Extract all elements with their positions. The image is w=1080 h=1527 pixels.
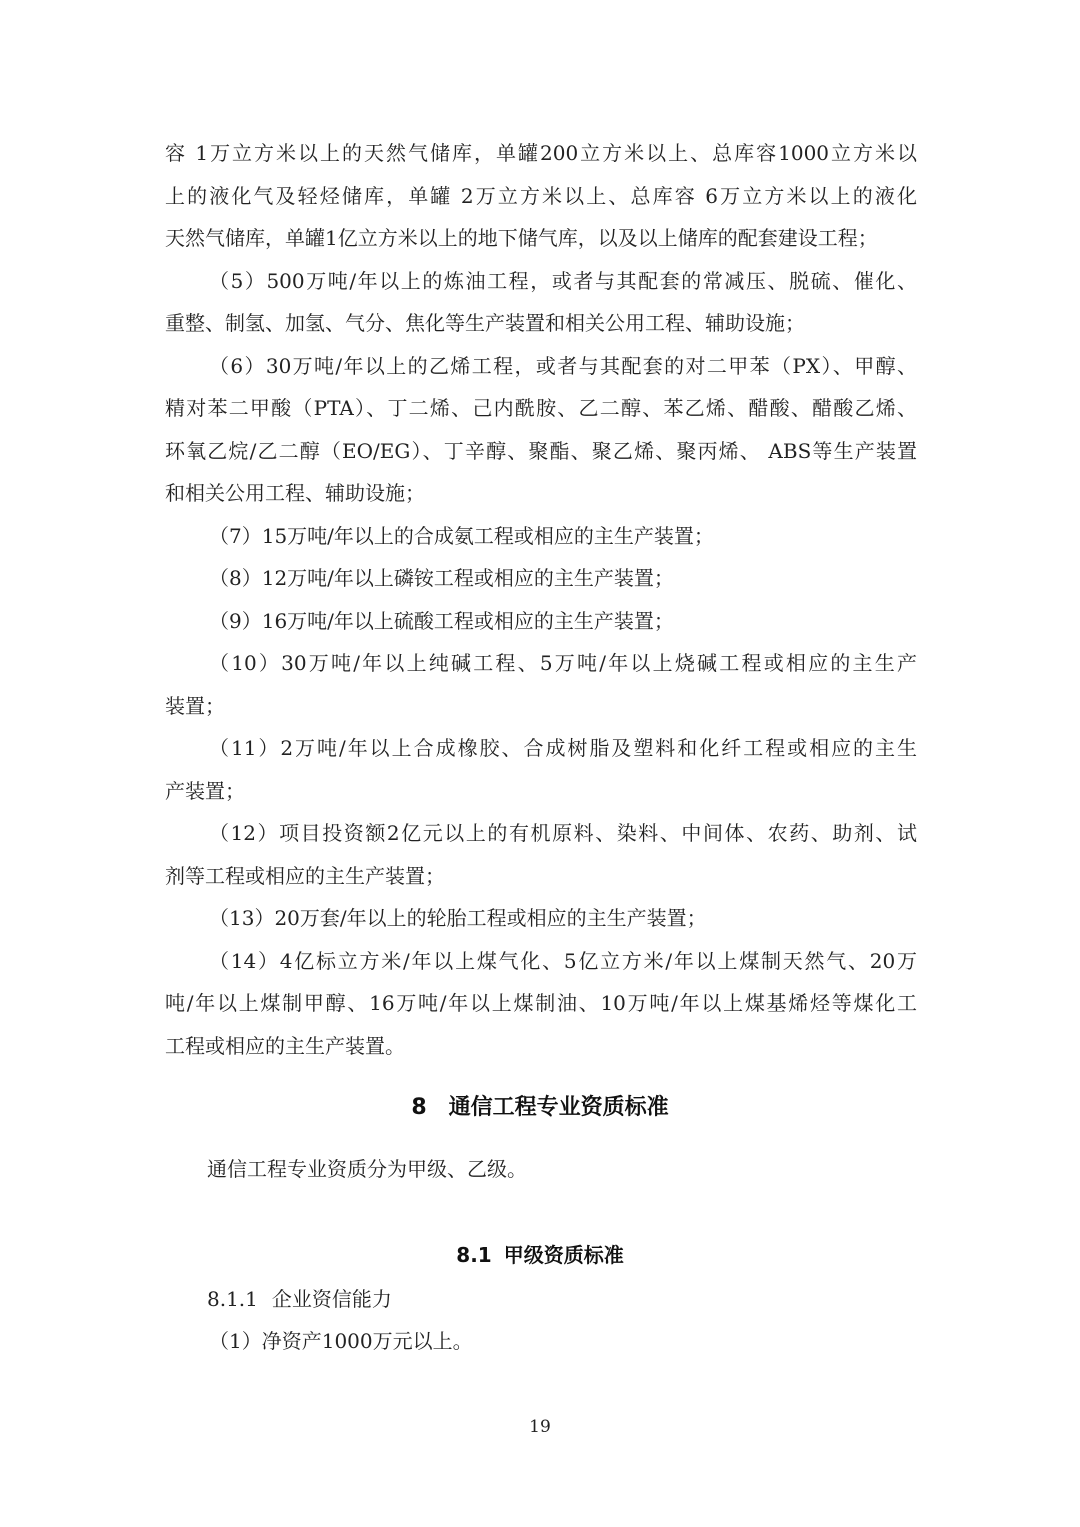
text-line: 产装置；: [165, 778, 245, 803]
clause-heading: [207, 1284, 392, 1314]
paragraph-continuation: [165, 132, 917, 260]
text-line: 环氧乙烷/乙二醇（EO/EG）、丁辛醇、聚酯、聚乙烯、聚丙烯、 ABS等生产装置: [165, 438, 917, 463]
list-item: [165, 940, 917, 1068]
list-item: [165, 345, 917, 515]
text-line: （10）30万吨/年以上纯碱工程、5万吨/年以上烧碱工程或相应的主生产: [209, 651, 917, 675]
text-line: 重整、制氢、加氢、气分、焦化等生产装置和相关公用工程、辅助设施；: [165, 311, 805, 335]
text-line: （9）16万吨/年以上硫酸工程或相应的主生产装置；: [209, 608, 674, 633]
text-line: （7）15万吨/年以上的合成氨工程或相应的主生产装置；: [209, 523, 714, 548]
section-number: 8: [411, 1095, 427, 1120]
subsection-title: 甲级资质标准: [503, 1243, 624, 1267]
section-intro: 通信工程专业资质分为甲级、乙级。: [207, 1157, 527, 1181]
text-line: （13）20万套/年以上的轮胎工程或相应的主生产装置；: [209, 906, 707, 930]
text-line: （6）30万吨/年以上的乙烯工程，或者与其配套的对二甲苯（PX）、甲醇、: [209, 353, 917, 378]
text-line: （5）500万吨/年以上的炼油工程，或者与其配套的常减压、脱硫、催化、: [209, 268, 917, 293]
text-line: 和相关公用工程、辅助设施；: [165, 481, 425, 505]
text-line: 吨/年以上煤制甲醇、16万吨/年以上煤制油、10万吨/年以上煤基烯烃等煤化工: [165, 991, 917, 1015]
list-item: [165, 260, 917, 345]
text-line: 天然气储库，单罐1亿立方米以上的地下储气库，以及以上储库的配套建设工程；: [165, 226, 878, 250]
list-item: [165, 557, 917, 600]
text-line: 工程或相应的主生产装置。: [165, 1033, 405, 1058]
subsection-number: 8.1: [456, 1243, 492, 1267]
text-line: （12）项目投资额2亿元以上的有机原料、染料、中间体、农药、助剂、试: [209, 821, 917, 845]
body-text: [165, 132, 917, 1067]
page-number: 19: [529, 1417, 551, 1437]
section-heading: [0, 1092, 1080, 1124]
list-item: [165, 600, 917, 643]
text-line: 剂等工程或相应的主生产装置；: [165, 863, 445, 888]
text-line: 上的液化气及轻烃储库，单罐 2万立方米以上、总库容 6万立方米以上的液化: [165, 183, 917, 208]
list-item: [165, 642, 917, 727]
clause-item: （1）净资产1000万元以上。: [209, 1329, 473, 1353]
text-line: 装置；: [165, 693, 225, 718]
text-line: 容 1万立方米以上的天然气储库，单罐200立方米以上、总库容1000立方米以: [165, 141, 917, 165]
subsection-heading: [0, 1240, 1080, 1270]
text-line: （14）4亿标立方米/年以上煤气化、5亿立方米/年以上煤制天然气、20万: [209, 948, 917, 973]
list-item: [165, 515, 917, 558]
clause-number: 8.1.1: [207, 1287, 258, 1311]
list-item: [165, 812, 917, 897]
list-item: [165, 727, 917, 812]
text-line: 精对苯二甲酸（PTA）、丁二烯、己内酰胺、乙二醇、苯乙烯、醋酸、醋酸乙烯、: [165, 396, 917, 420]
section-title: 通信工程专业资质标准: [448, 1095, 669, 1120]
clause-title: 企业资信能力: [271, 1287, 392, 1311]
text-line: （11）2万吨/年以上合成橡胶、合成树脂及塑料和化纤工程或相应的主生: [209, 736, 917, 760]
text-line: （8）12万吨/年以上磷铵工程或相应的主生产装置；: [209, 566, 674, 590]
list-item: [165, 897, 917, 940]
